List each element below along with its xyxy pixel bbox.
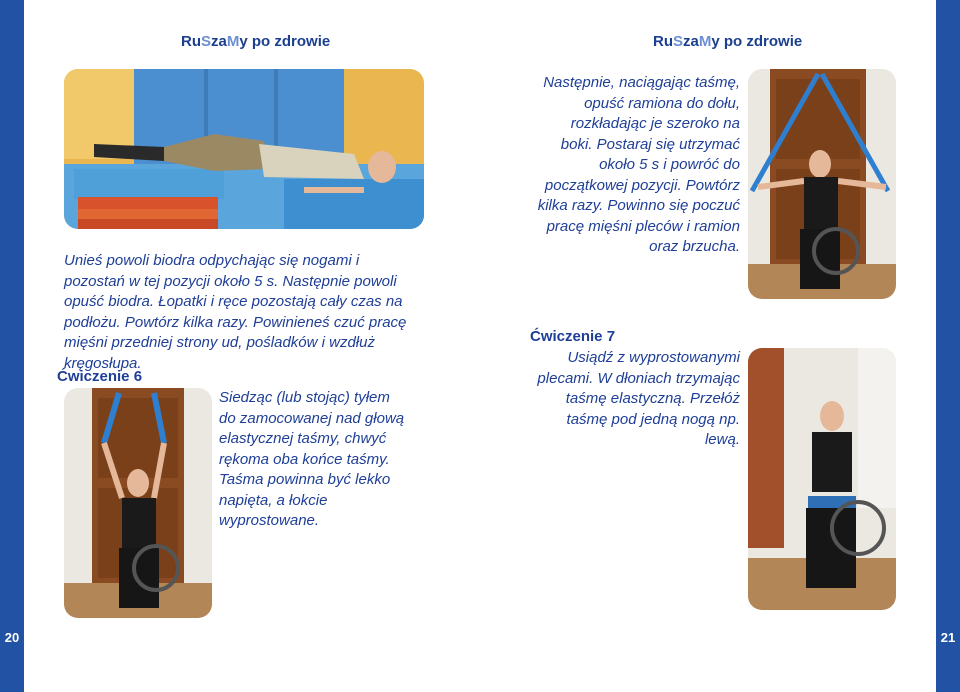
photo-band-spread-arms [748,69,896,299]
exercise6-continued-description: Następnie, naciągając taśmę, opuść ramiona do dołu, rozkładając je szeroko na boki. Postaraj się utrzymać około 5 s i powróć do początkowej pozycji. Powtórz kilka razy. Powinno się poczuć pracę mięśni pleców i ramion oraz brzucha. [537,74,740,255]
right-edge-band [936,0,960,692]
header-right: RuSzaMy po zdrowie [653,33,803,50]
header-left: RuSzaMy po zdrowie [181,33,331,50]
exercise6-title: Ćwiczenie 6 [57,368,143,385]
exercise7-title: Ćwiczenie 7 [530,328,616,345]
photo-band-under-leg [748,348,896,610]
exercise5-description: Unieś powoli biodra odpychając się nogami i pozostań w tej pozycji około 5 s. Następnie powoli opuść biodra. Łopatki i ręce pozostają cały czas na podłożu. Powtórz kilka razy. Powinieneś czuć pracę mięśni przedniej strony ud, pośladków i wzdłuż kręgosłupa. [64,252,407,372]
exercise6-description: Siedząc (lub stojąc) tyłem do zamocowanej nad głową elastycznej taśmy, chwyć rękoma oba końce taśmy. Taśma powinna być lekko napięta, a łokcie wyprostowane. [219,389,405,529]
left-edge-band [0,0,24,692]
photo-lying-exercise [64,69,424,229]
exercise7-description: Usiądź z wyprostowanymi plecami. W dłoniach trzymając taśmę elastyczną. Przełóż taśmę pod jedną nogą np. lewą. [537,349,740,448]
photo-band-overhead [64,388,212,618]
page-number-right: 21 [940,630,956,645]
page-number-left: 20 [4,630,20,645]
